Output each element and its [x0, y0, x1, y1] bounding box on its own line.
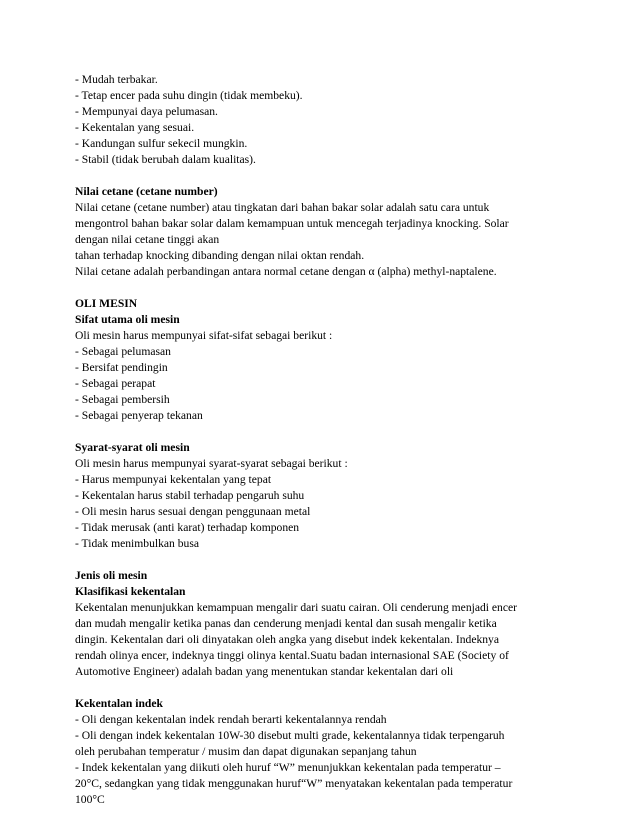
paragraph-line: Automotive Engineer) adalah badan yang menentukan standar kekentalan dari oli — [75, 665, 454, 678]
sifat-intro: Oli mesin harus mempunyai sifat-sifat sebagai berikut : — [75, 329, 333, 342]
list-item: - Mempunyai daya pelumasan. — [75, 105, 218, 118]
paragraph-line: - Oli dengan kekentalan indek rendah berarti kekentalannya rendah — [75, 713, 387, 726]
list-item: - Sebagai penyerap tekanan — [75, 409, 203, 422]
paragraph-line: dingin. Kekentalan dari oli dinyatakan oleh angka yang disebut indek kekentalan. Indeknya — [75, 633, 500, 646]
paragraph-line: Kekentalan menunjukkan kemampuan mengalir dari suatu cairan. Oli cenderung menjadi encer — [75, 601, 518, 614]
jenis-heading: Jenis oli mesin — [75, 569, 148, 582]
list-item: - Sebagai pelumasan — [75, 345, 171, 358]
syarat-heading: Syarat-syarat oli mesin — [75, 441, 190, 454]
list-item: - Tidak menimbulkan busa — [75, 537, 199, 550]
paragraph-line: dan mudah mengalir ketika panas dan cenderung menjadi kental dan susah mengalir ketika — [75, 617, 497, 630]
syarat-section — [75, 440, 575, 552]
list-item: - Harus mempunyai kekentalan yang tepat — [75, 473, 272, 486]
paragraph-line: rendah olinya encer, indeknya tinggi olinya kental.Suatu badan internasional SAE (Society of — [75, 649, 509, 662]
list-item: - Stabil (tidak berubah dalam kualitas). — [75, 153, 256, 166]
paragraph-line: - Indek kekentalan yang diikuti oleh huruf “W” menunjukkan kekentalan pada temperatur – — [75, 761, 501, 774]
indek-section — [75, 696, 575, 808]
paragraph-line: Nilai cetane adalah perbandingan antara normal cetane dengan α (alpha) methyl-naptalene. — [75, 265, 497, 278]
oli-mesin-title: OLI MESIN — [75, 297, 138, 310]
list-item: - Kekentalan yang sesuai. — [75, 121, 195, 134]
list-item: - Sebagai perapat — [75, 377, 156, 390]
jenis-section — [75, 568, 575, 680]
list-item: - Tidak merusak (anti karat) terhadap komponen — [75, 521, 300, 534]
cetane-section — [75, 184, 575, 280]
klasifikasi-heading: Klasifikasi kekentalan — [75, 585, 186, 598]
paragraph-line: Nilai cetane (cetane number) atau tingkatan dari bahan bakar solar adalah satu cara untuk — [75, 201, 490, 214]
document-page — [75, 72, 575, 808]
paragraph-line: 100°C — [75, 793, 105, 806]
list-item: - Oli mesin harus sesuai dengan penggunaan metal — [75, 505, 311, 518]
list-item: - Kekentalan harus stabil terhadap pengaruh suhu — [75, 489, 305, 502]
cetane-heading: Nilai cetane (cetane number) — [75, 185, 218, 198]
paragraph-line: 20°C, sedangkan yang tidak menggunakan huruf“W” menyatakan kekentalan pada temperatur — [75, 777, 513, 790]
paragraph-line: dengan nilai cetane tinggi akan — [75, 233, 220, 246]
indek-heading: Kekentalan indek — [75, 697, 163, 710]
intro-list — [75, 72, 575, 168]
list-item: - Bersifat pendingin — [75, 361, 168, 374]
sifat-heading: Sifat utama oli mesin — [75, 313, 180, 326]
syarat-intro: Oli mesin harus mempunyai syarat-syarat sebagai berikut : — [75, 457, 348, 470]
paragraph-line: tahan terhadap knocking dibanding dengan nilai oktan rendah. — [75, 249, 365, 262]
paragraph-line: mengontrol bahan bakar solar dalam kemampuan untuk mencegah terjadinya knocking. Solar — [75, 217, 509, 230]
list-item: - Mudah terbakar. — [75, 73, 158, 86]
list-item: - Sebagai pembersih — [75, 393, 170, 406]
paragraph-line: oleh perubahan temperatur / musim dan dapat digunakan sepanjang tahun — [75, 745, 417, 758]
paragraph-line: - Oli dengan indek kekentalan 10W-30 disebut multi grade, kekentalannya tidak terpengaruh — [75, 729, 505, 742]
list-item: - Kandungan sulfur sekecil mungkin. — [75, 137, 248, 150]
list-item: - Tetap encer pada suhu dingin (tidak membeku). — [75, 89, 303, 102]
oli-sifat-section — [75, 296, 575, 424]
